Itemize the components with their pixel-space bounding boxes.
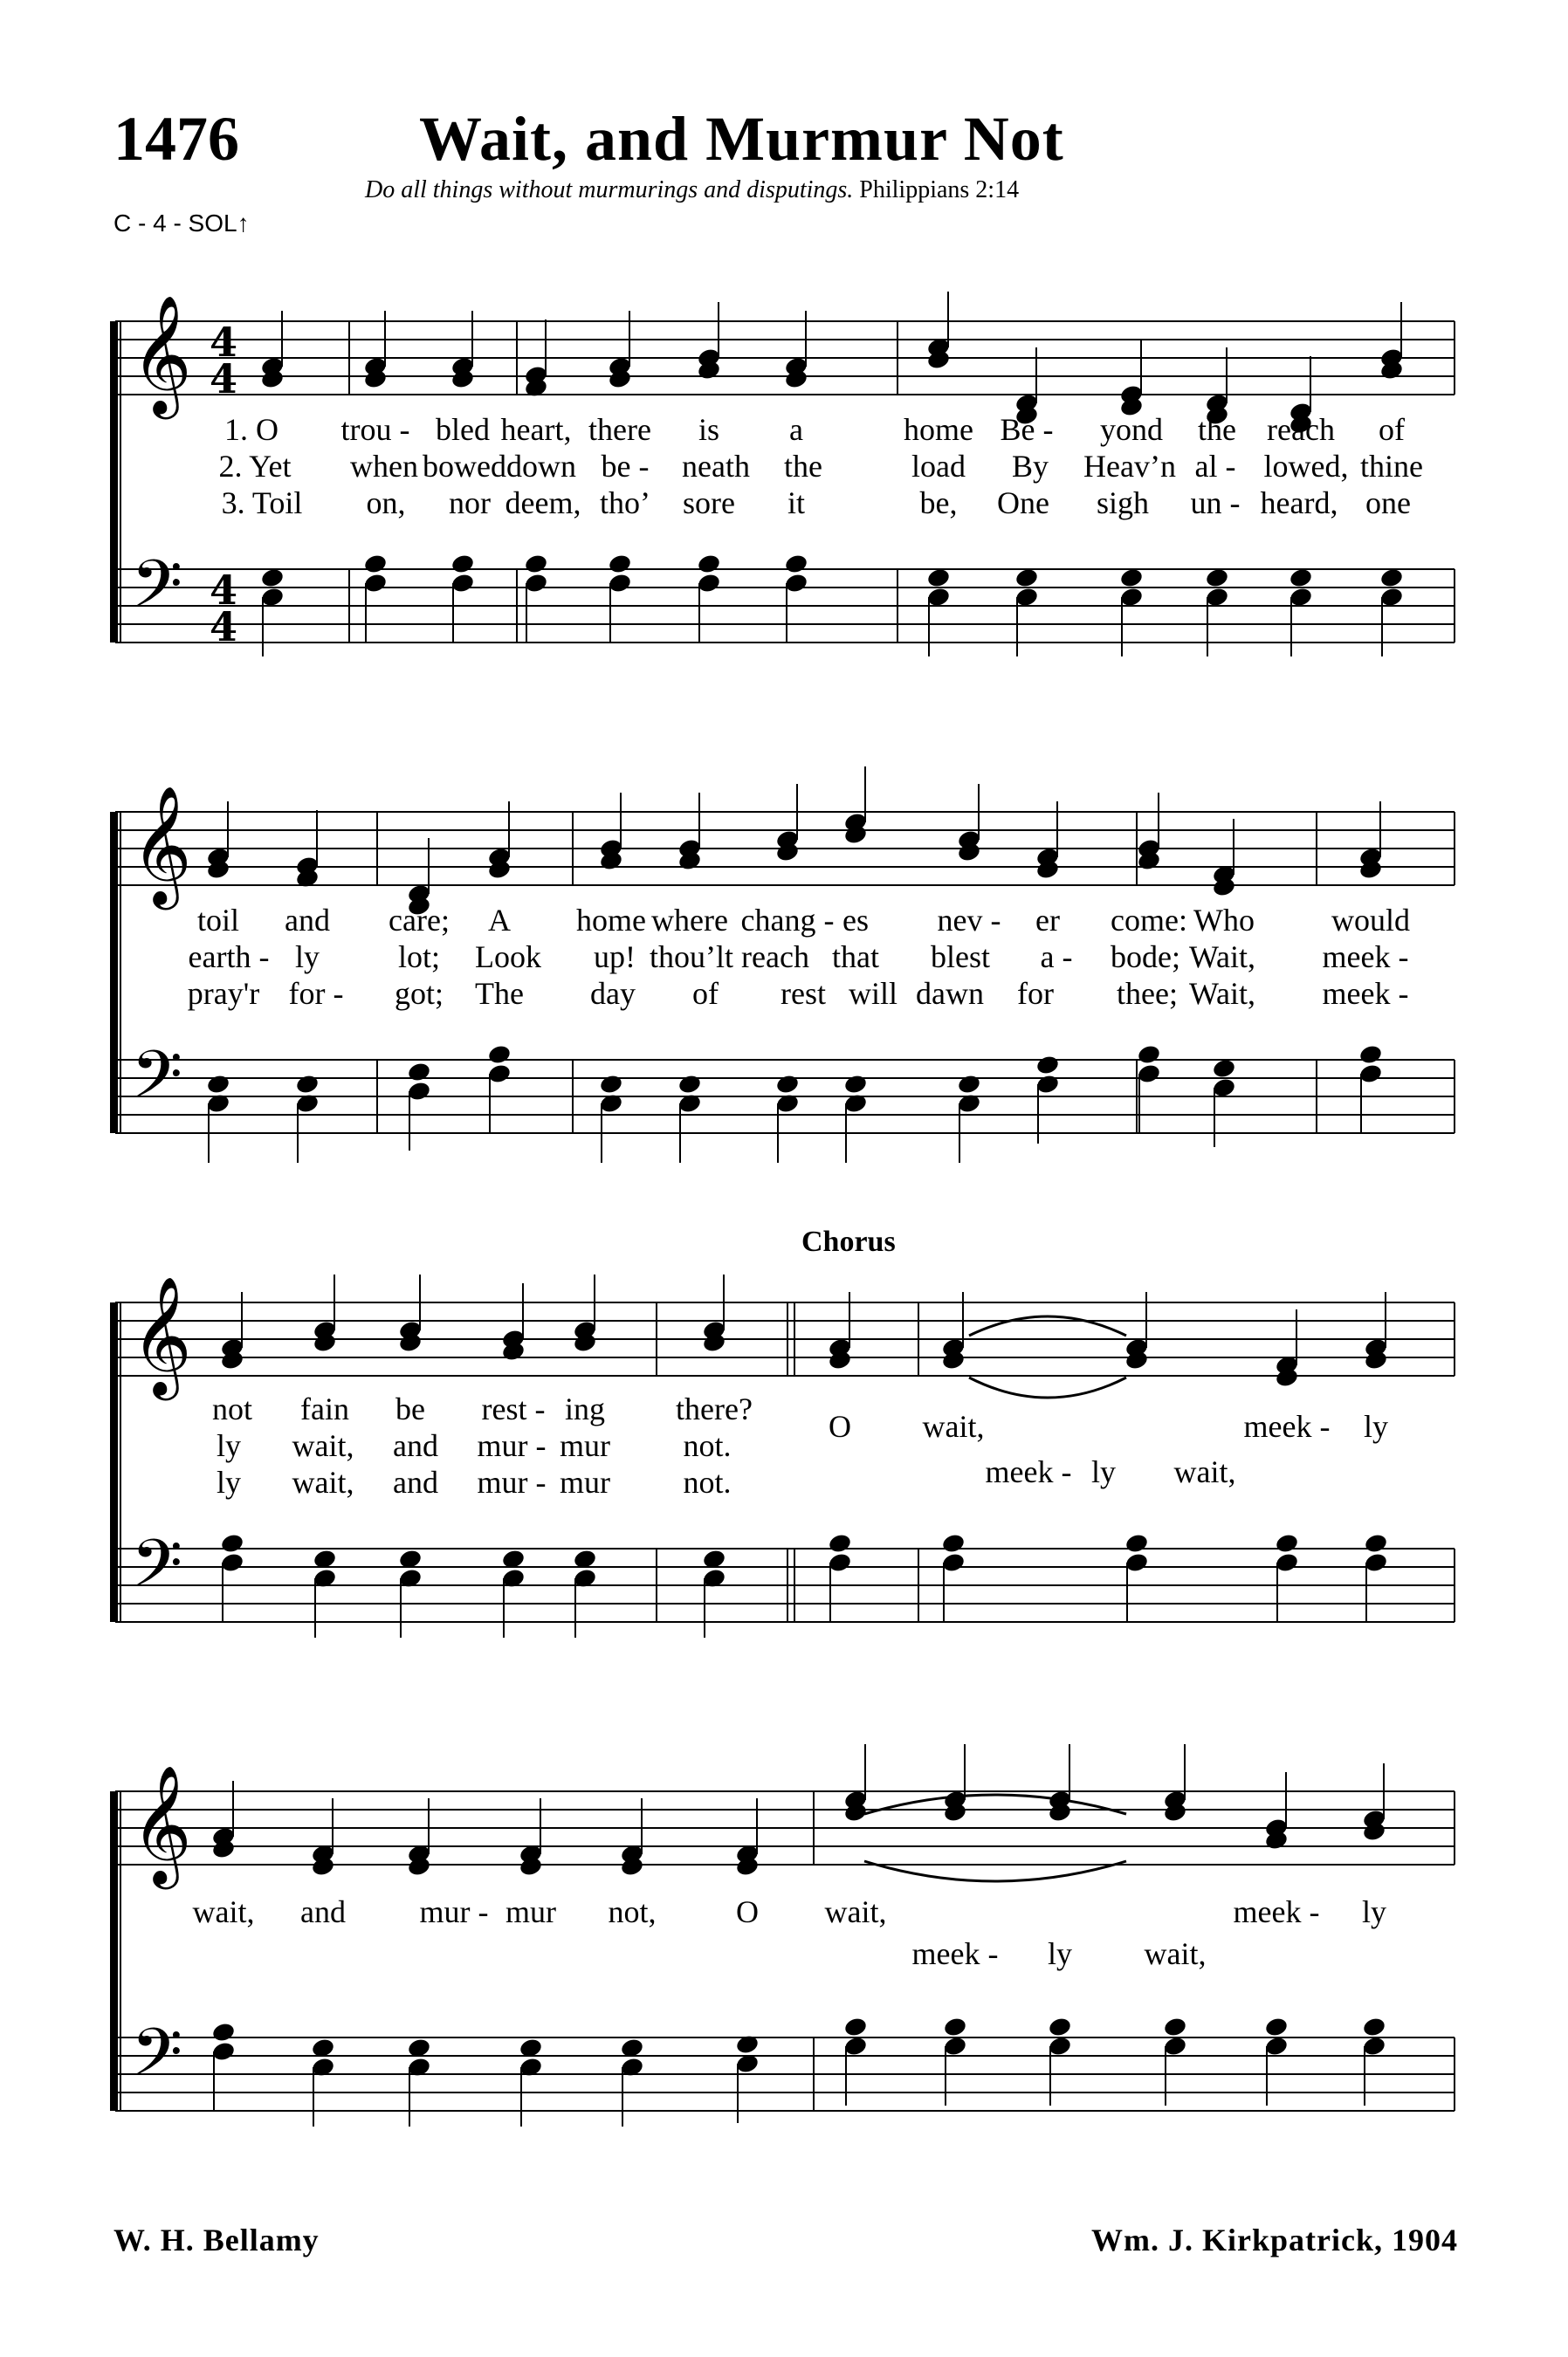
time-signature-top: 4 xyxy=(210,319,238,366)
lyric-syllable: ly xyxy=(1047,1936,1073,1971)
epigraph-reference: Philippians 2:14 xyxy=(859,176,1020,203)
system-brace xyxy=(110,1302,118,1622)
notehead-tenor xyxy=(1379,567,1405,588)
lyric-syllable: meek - xyxy=(1322,939,1409,974)
bass-clef-icon: 𝄢 xyxy=(131,1525,183,1618)
system-brace xyxy=(110,1791,118,2111)
notehead-tenor xyxy=(697,553,722,574)
lyric-syllable: es xyxy=(842,903,869,938)
lyric-syllable: home xyxy=(904,412,973,447)
notehead-tenor xyxy=(260,567,285,588)
lyric-syllable: the xyxy=(784,449,822,484)
notehead-tenor xyxy=(1119,567,1145,588)
lyric-syllable: mur - xyxy=(477,1465,547,1500)
lyric-syllable: when xyxy=(350,449,418,484)
lyric-syllable: wait, xyxy=(824,1894,887,1929)
notehead-tenor xyxy=(1212,1057,1237,1079)
treble-clef-icon: 𝄞 xyxy=(131,293,192,414)
lyric-syllable: ly xyxy=(1361,1894,1387,1929)
notehead-tenor xyxy=(957,1073,982,1095)
lyric-syllable: is xyxy=(698,412,720,447)
lyric-syllable: A xyxy=(488,903,511,938)
notehead-tenor xyxy=(363,553,389,574)
lyric-syllable: al - xyxy=(1194,449,1236,484)
lyric-syllable: bled xyxy=(436,412,490,447)
lyric-syllable: pray'r xyxy=(187,976,260,1011)
treble-clef-icon: 𝄞 xyxy=(131,1763,192,1884)
lyric-syllable: wait, xyxy=(1144,1936,1207,1971)
lyric-syllable: 2. Yet xyxy=(218,449,292,484)
notehead-tenor xyxy=(206,1073,231,1095)
lyric-syllable: the xyxy=(1198,412,1236,447)
lyric-syllable: mur - xyxy=(419,1894,489,1929)
notehead-tenor xyxy=(1364,1532,1389,1554)
lyric-syllable: ing xyxy=(564,1392,606,1426)
treble-clef-icon: 𝄞 xyxy=(131,784,192,904)
notehead-tenor xyxy=(941,1532,966,1554)
notehead-tenor xyxy=(608,553,633,574)
chorus-label: Chorus xyxy=(801,1226,896,1258)
lyric-syllable: care; xyxy=(389,903,450,938)
author-credit: W. H. Bellamy xyxy=(113,2223,320,2257)
bass-clef-icon: 𝄢 xyxy=(131,546,183,639)
notehead-tenor xyxy=(1264,2016,1289,2037)
lyric-syllable: rest xyxy=(781,976,826,1011)
lyric-syllable: bowed xyxy=(423,449,506,484)
lyric-syllable: for xyxy=(1017,976,1054,1011)
notehead-tenor xyxy=(1014,567,1040,588)
notehead-tenor xyxy=(784,553,809,574)
lyric-syllable: bode; xyxy=(1111,939,1180,974)
lyric-syllable: be - xyxy=(601,449,650,484)
lyric-syllable: one xyxy=(1365,485,1411,520)
notehead-tenor xyxy=(677,1073,703,1095)
lyric-syllable: rest - xyxy=(481,1392,546,1426)
system-brace xyxy=(110,321,118,643)
notehead-tenor xyxy=(1048,2016,1073,2037)
lyric-syllable: come: xyxy=(1111,903,1187,938)
notehead-tenor xyxy=(943,2016,968,2037)
notehead-tenor xyxy=(524,553,549,574)
lyric-syllable: O xyxy=(829,1409,851,1444)
notehead-tenor xyxy=(1124,1532,1150,1554)
notehead-tenor xyxy=(211,2021,237,2043)
lyric-syllable: for - xyxy=(288,976,344,1011)
lyric-syllable: yond xyxy=(1100,412,1163,447)
epigraph xyxy=(365,176,1019,204)
lyric-syllable: fain xyxy=(300,1392,349,1426)
lyric-syllable: O xyxy=(736,1894,759,1929)
lyric-syllable: a - xyxy=(1040,939,1073,974)
system-brace xyxy=(110,812,118,1133)
lyric-syllable: dawn xyxy=(916,976,984,1011)
lyric-syllable: where xyxy=(651,903,728,938)
tie xyxy=(969,1378,1126,1398)
lyric-syllable: neath xyxy=(682,449,750,484)
lyric-syllable: meek - xyxy=(1243,1409,1331,1444)
lyric-syllable: earth - xyxy=(188,939,270,974)
lyric-syllable: wait, xyxy=(292,1428,354,1463)
lyric-syllable: thee; xyxy=(1117,976,1178,1011)
lyric-syllable: sore xyxy=(683,485,735,520)
bass-clef-icon: 𝄢 xyxy=(131,1036,183,1130)
bass-clef-icon: 𝄢 xyxy=(131,2014,183,2107)
lyric-syllable: meek - xyxy=(911,1936,999,1971)
composer-credit: Wm. J. Kirkpatrick, 1904 xyxy=(1091,2223,1458,2257)
lyric-syllable: not, xyxy=(608,1894,657,1929)
lyric-syllable: thou’lt xyxy=(650,939,733,974)
notehead-tenor xyxy=(487,1043,512,1065)
lyric-syllable: Look xyxy=(475,939,541,974)
key-info: C - 4 - SOL↑ xyxy=(113,210,250,237)
lyric-syllable: be, xyxy=(919,485,958,520)
lyric-syllable: a xyxy=(789,412,803,447)
lyric-syllable: trou - xyxy=(340,412,410,447)
notehead-tenor xyxy=(1163,2016,1188,2037)
lyric-syllable: wait, xyxy=(292,1465,354,1500)
lyric-syllable: meek - xyxy=(1322,976,1409,1011)
lyric-syllable: there? xyxy=(676,1392,753,1426)
lyric-syllable: mur xyxy=(560,1465,610,1500)
notehead-tenor xyxy=(1289,567,1314,588)
notehead-tenor xyxy=(843,1073,869,1095)
lyric-syllable: ly xyxy=(294,939,320,974)
lyric-syllable: meek - xyxy=(1233,1894,1320,1929)
lyric-syllable: reach xyxy=(1267,412,1335,447)
notehead-tenor xyxy=(775,1073,801,1095)
lyric-syllable: meek - xyxy=(985,1454,1072,1489)
lyric-syllable: wait, xyxy=(922,1409,985,1444)
lyric-syllable: un - xyxy=(1190,485,1241,520)
lyric-syllable: ly xyxy=(1090,1454,1117,1489)
lyric-syllable: mur - xyxy=(477,1428,547,1463)
lyric-syllable: deem, xyxy=(505,485,581,520)
lyric-syllable: got; xyxy=(394,976,444,1011)
notehead-tenor xyxy=(1358,1043,1384,1065)
lyric-syllable: heart, xyxy=(500,412,572,447)
tie xyxy=(969,1316,1126,1336)
lyric-syllable: on, xyxy=(366,485,406,520)
lyric-syllable: nor xyxy=(449,485,491,520)
notehead-tenor xyxy=(1275,1532,1300,1554)
lyric-syllable: not. xyxy=(683,1465,732,1500)
lyric-syllable: mur xyxy=(505,1894,556,1929)
notehead-tenor xyxy=(295,1073,320,1095)
lyric-syllable: and xyxy=(285,903,330,938)
lyric-syllable: there xyxy=(588,412,651,447)
notehead-tenor xyxy=(450,553,476,574)
lyric-syllable: load xyxy=(911,449,966,484)
lyric-syllable: and xyxy=(393,1428,438,1463)
lyric-syllable: down xyxy=(506,449,576,484)
lyric-syllable: chang - xyxy=(740,903,835,938)
notehead-tenor xyxy=(220,1532,245,1554)
notehead-tenor xyxy=(1205,567,1230,588)
time-signature-bottom: 4 xyxy=(210,603,238,650)
notehead-tenor xyxy=(1362,2016,1387,2037)
lyric-syllable: wait, xyxy=(1173,1454,1236,1489)
lyric-syllable: thine xyxy=(1360,449,1423,484)
lyric-syllable: and xyxy=(300,1894,346,1929)
lyric-syllable: up! xyxy=(594,939,636,974)
lyric-syllable: sigh xyxy=(1096,485,1150,520)
notehead-tenor xyxy=(407,1061,432,1082)
lyric-syllable: of xyxy=(1379,412,1405,447)
epigraph-quote: Do all things without murmurings and disputings. xyxy=(365,176,854,203)
lyric-syllable: not xyxy=(211,1392,253,1426)
lyric-syllable: ly xyxy=(1363,1409,1389,1444)
lyric-syllable: reach xyxy=(741,939,809,974)
tie xyxy=(864,1795,1126,1814)
lyric-syllable: not. xyxy=(683,1428,732,1463)
notehead-tenor xyxy=(1035,1054,1061,1075)
lyric-syllable: Who xyxy=(1193,903,1255,938)
notehead-tenor xyxy=(828,1532,853,1554)
lyric-syllable: ly xyxy=(216,1428,242,1463)
lyric-syllable: lowed, xyxy=(1263,449,1349,484)
lyric-syllable: By xyxy=(1011,449,1049,484)
hymn-number: 1476 xyxy=(113,104,239,174)
lyric-syllable: mur xyxy=(560,1428,610,1463)
notehead-tenor xyxy=(1137,1043,1162,1065)
lyric-syllable: would xyxy=(1331,903,1410,938)
lyric-syllable: Wait, xyxy=(1188,939,1256,974)
notehead-tenor xyxy=(926,567,952,588)
lyric-syllable: nev - xyxy=(937,903,1001,938)
lyric-syllable: The xyxy=(475,976,524,1011)
lyric-syllable: that xyxy=(832,939,879,974)
lyric-syllable: wait, xyxy=(192,1894,255,1929)
lyric-syllable: 1. O xyxy=(224,412,279,447)
lyric-syllable: it xyxy=(787,485,806,520)
lyric-syllable: Be - xyxy=(1000,412,1054,447)
lyric-syllable: of xyxy=(692,976,719,1011)
lyric-syllable: day xyxy=(590,976,636,1011)
lyric-syllable: Heav’n xyxy=(1083,449,1176,484)
lyric-syllable: lot; xyxy=(397,939,441,974)
lyric-syllable: and xyxy=(393,1465,438,1500)
time-signature-top: 4 xyxy=(210,567,238,614)
lyric-syllable: heard, xyxy=(1260,485,1338,520)
lyric-syllable: blest xyxy=(931,939,990,974)
lyric-syllable: 3. Toil xyxy=(221,485,303,520)
notehead-tenor xyxy=(843,2016,869,2037)
lyric-syllable: home xyxy=(576,903,646,938)
lyric-syllable: er xyxy=(1035,903,1060,938)
time-signature-bottom: 4 xyxy=(210,355,238,402)
notehead-tenor xyxy=(599,1073,624,1095)
lyric-syllable: toil xyxy=(196,903,240,938)
lyric-syllable: Wait, xyxy=(1188,976,1256,1011)
lyric-syllable: One xyxy=(997,485,1049,520)
lyric-syllable: tho’ xyxy=(600,485,650,520)
lyric-syllable: ly xyxy=(216,1465,242,1500)
lyric-syllable: be xyxy=(395,1392,425,1426)
hymn-title: Wait, and Murmur Not xyxy=(419,104,1064,174)
lyric-syllable: will xyxy=(848,976,898,1011)
treble-clef-icon: 𝄞 xyxy=(131,1275,192,1395)
